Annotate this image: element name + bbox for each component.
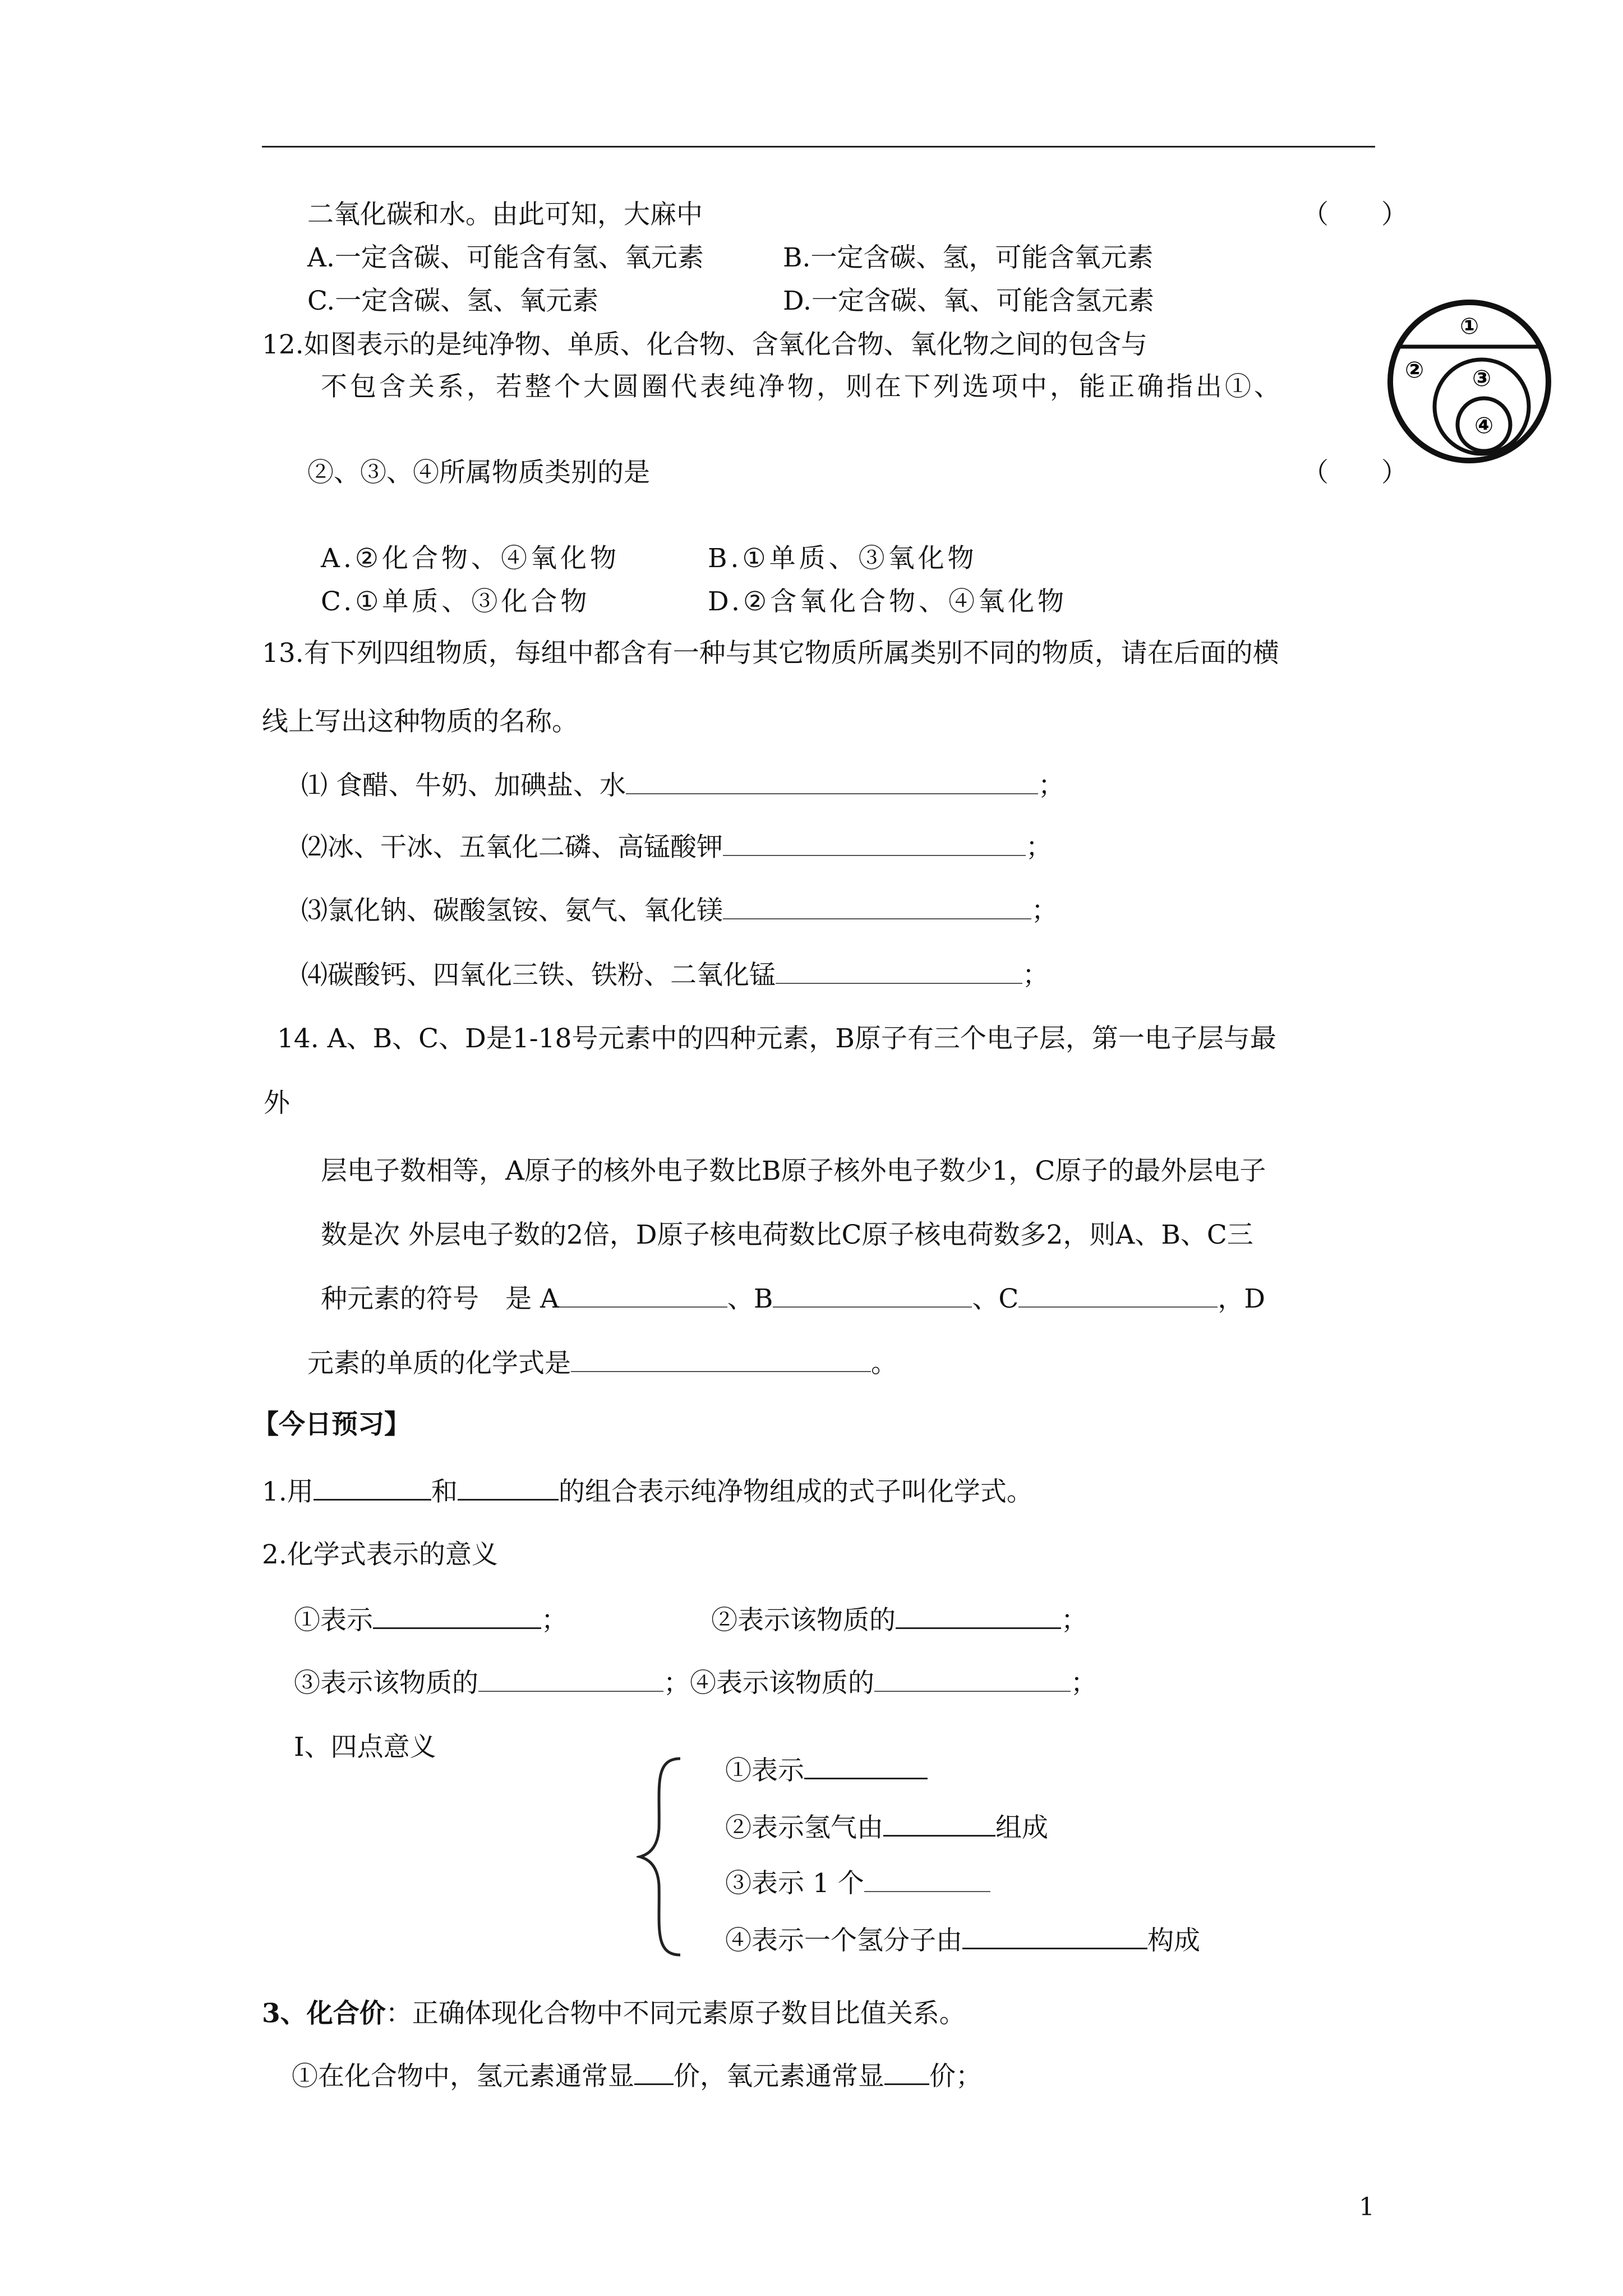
q13-item-3-text: ⑶氯化钠、碳酸氢铵、氨气、氧化镁	[301, 895, 723, 926]
q13-item-4-text: ⑷碳酸钙、四氧化三铁、铁粉、二氧化锰	[301, 960, 776, 991]
q12-line-1: 12.如图表示的是纯净物、单质、化合物、含氧化合物、氧化物之间的包含与	[262, 329, 1147, 360]
brace-item-4-blank[interactable]	[962, 1923, 1147, 1949]
label-2: ②	[1405, 357, 1424, 383]
meaning-1	[294, 1603, 568, 1637]
q13-item-2	[301, 830, 1052, 864]
q14-line-5-b: 、B	[727, 1283, 773, 1314]
brace-item-2	[725, 1810, 1048, 1845]
header-rule	[262, 146, 1375, 148]
q14-line-5-d: ，D	[1218, 1283, 1266, 1314]
meaning-3	[294, 1666, 1097, 1700]
q12-option-c: C.①单质、③化合物	[321, 586, 591, 617]
semicolon: ；	[1022, 960, 1049, 991]
meaning-3-blank[interactable]	[478, 1666, 663, 1692]
classification-circle-diagram	[1385, 295, 1553, 468]
valence-intro	[262, 1997, 966, 2031]
q13-item-2-blank[interactable]	[723, 830, 1026, 856]
q14-line-6	[307, 1346, 897, 1381]
q12-line-3: ②、③、④所属物质类别的是	[307, 457, 650, 488]
brace-item-1	[725, 1753, 928, 1788]
preview-p1	[262, 1474, 1033, 1509]
brace-item-1-blank[interactable]	[804, 1753, 928, 1779]
q13-item-3-blank[interactable]	[723, 894, 1031, 919]
q13-item-4	[301, 958, 1049, 992]
q14-line-5	[321, 1282, 1265, 1316]
q12-answer-paren: （ ）	[1302, 457, 1408, 488]
four-meanings-title: I、四点意义	[294, 1732, 436, 1763]
brace-item-3-text: ③表示 1 个	[725, 1868, 864, 1899]
brace-item-2-suffix: 组成	[995, 1812, 1048, 1843]
brace-item-1-text: ①表示	[725, 1755, 804, 1786]
q13-item-1-blank[interactable]	[626, 769, 1038, 794]
brace-item-3	[725, 1866, 990, 1901]
meaning-3-text: ③表示该物质的	[294, 1668, 478, 1699]
q13-line-1: 13.有下列四组物质，每组中都含有一种与其它物质所属类别不同的物质，请在后面的横	[262, 638, 1279, 669]
q14-line-4: 数是次 外层电子数的2倍，D原子核电荷数比C原子核电荷数多2，则A、B、C三	[321, 1220, 1253, 1250]
preview-p1-c: 的组合表示纯净物组成的式子叫化学式。	[558, 1476, 1033, 1507]
brace-item-4-suffix: 构成	[1147, 1925, 1200, 1956]
q12-option-b: B.①单质、③氧化物	[708, 543, 978, 574]
preview-heading: 【今日预习】	[252, 1409, 411, 1440]
q14-line-5-a: 种元素的符号 是 A	[321, 1283, 559, 1314]
semicolon: ；	[663, 1668, 690, 1699]
oxygen-valence-blank[interactable]	[884, 2059, 929, 2085]
brace-item-2-text: ②表示氢气由	[725, 1812, 883, 1843]
meaning-2	[711, 1603, 1087, 1637]
preview-p1-a: 1.用	[262, 1476, 313, 1507]
q13-item-1	[301, 769, 1064, 803]
q13-item-1-text: ⑴ 食醋、牛奶、加碘盐、水	[301, 770, 626, 801]
page-number: 1	[1359, 2193, 1375, 2221]
meaning-1-blank[interactable]	[373, 1603, 541, 1629]
q14-blank-d[interactable]	[571, 1346, 871, 1372]
q11-continuation: 二氧化碳和水。由此可知，大麻中	[307, 199, 703, 230]
q11-option-c: C.一定含碳、氢、氧元素	[307, 286, 599, 316]
q11-option-d: D.一定含碳、氧、可能含氢元素	[783, 286, 1154, 316]
meaning-1-text: ①表示	[294, 1605, 373, 1636]
q14-line-6-a: 元素的单质的化学式是	[307, 1348, 571, 1379]
semicolon: ；	[1061, 1605, 1087, 1636]
q12-line-2: 不包含关系，若整个大圆圈代表纯净物，则在下列选项中，能正确指出①、	[321, 371, 1283, 402]
valence-rule-1-b: 价，氧元素通常显	[674, 2061, 884, 2092]
q13-item-2-text: ⑵冰、干冰、五氧化二磷、高锰酸钾	[301, 832, 723, 863]
valence-rule-1	[292, 2059, 982, 2093]
brace-item-4-text: ④表示一个氢分子由	[725, 1925, 962, 1956]
q13-item-3	[301, 894, 1058, 928]
brace-item-4	[725, 1923, 1200, 1958]
semicolon: ；	[1038, 770, 1064, 801]
hydrogen-valence-blank[interactable]	[634, 2059, 674, 2085]
valence-description: ：正确体现化合物中不同元素原子数目比值关系。	[385, 1998, 966, 2029]
meaning-2-blank[interactable]	[896, 1603, 1061, 1629]
meaning-4-blank[interactable]	[874, 1666, 1071, 1692]
brace-item-2-blank[interactable]	[883, 1810, 995, 1837]
semicolon: ；	[1071, 1668, 1097, 1699]
label-3: ③	[1472, 366, 1491, 392]
q14-line-6-b: 。	[871, 1348, 897, 1379]
preview-p1-blank-1[interactable]	[313, 1474, 431, 1501]
semicolon: ；	[541, 1605, 568, 1636]
valence-rule-1-a: ①在化合物中，氢元素通常显	[292, 2061, 634, 2092]
valence-rule-1-c: 价；	[929, 2061, 982, 2092]
q11-answer-paren: （ ）	[1302, 199, 1408, 230]
q12-option-a: A.②化合物、④氧化物	[321, 543, 620, 574]
preview-p1-blank-2[interactable]	[458, 1474, 559, 1501]
label-1: ①	[1460, 314, 1479, 339]
curly-brace-icon	[637, 1756, 687, 1958]
q12-option-d: D.②含氧化合物、④氧化物	[708, 586, 1068, 617]
preview-p1-b: 和	[431, 1476, 458, 1507]
brace-item-3-blank[interactable]	[864, 1866, 990, 1892]
q14-blank-a[interactable]	[559, 1282, 727, 1308]
q11-option-a: A.一定含碳、可能含有氢、氧元素	[307, 242, 704, 273]
q14-blank-c[interactable]	[1018, 1282, 1218, 1308]
q14-line-1: 14. A、B、C、D是1-18号元素中的四种元素，B原子有三个电子层，第一电子层与最	[277, 1023, 1276, 1054]
preview-p2: 2.化学式表示的意义	[262, 1539, 498, 1570]
q13-item-4-blank[interactable]	[776, 958, 1022, 984]
q11-option-b: B.一定含碳、氢，可能含氧元素	[783, 242, 1154, 273]
meaning-2-text: ②表示该物质的	[711, 1605, 896, 1636]
q14-line-3: 层电子数相等，A原子的核外电子数比B原子核外电子数少1，C原子的最外层电子	[321, 1156, 1266, 1186]
q14-line-5-c: 、C	[972, 1283, 1019, 1314]
meaning-4-text: ④表示该物质的	[690, 1668, 874, 1699]
q14-blank-b[interactable]	[773, 1282, 972, 1308]
semicolon: ；	[1026, 832, 1052, 863]
label-4: ④	[1474, 413, 1493, 439]
valence-heading: 3、化合价	[262, 1998, 386, 2029]
q14-line-2: 外	[264, 1088, 290, 1119]
semicolon: ；	[1031, 895, 1058, 926]
q13-line-2: 线上写出这种物质的名称。	[262, 706, 578, 737]
